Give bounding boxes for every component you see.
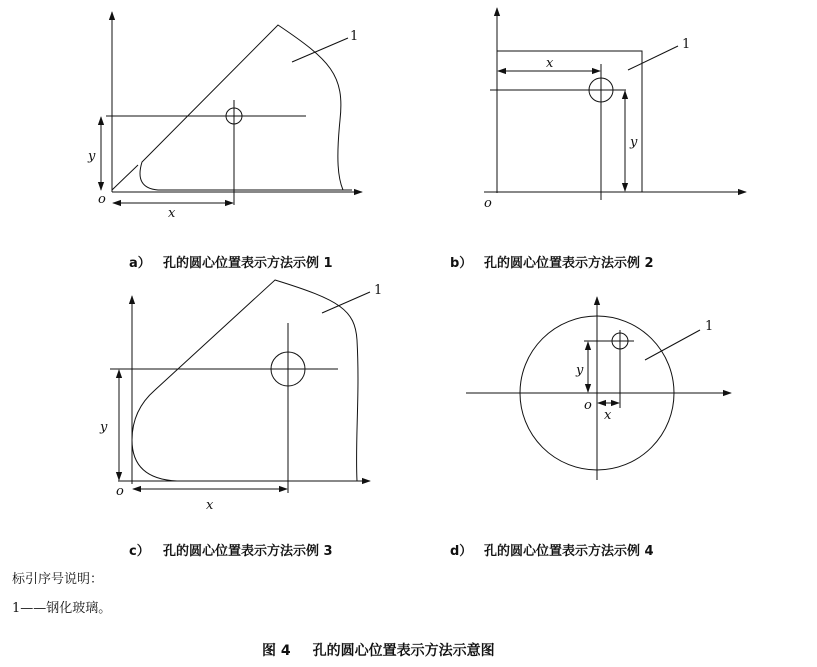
panel-b-origin-label: o bbox=[484, 196, 492, 211]
panel-c-leader-line bbox=[322, 292, 370, 313]
panel-c bbox=[110, 280, 370, 493]
panel-d bbox=[466, 297, 731, 480]
panel-b-x-label: x bbox=[546, 56, 554, 71]
panel-b-y-label: y bbox=[630, 135, 638, 150]
panel-a-chamfer-line bbox=[112, 165, 138, 190]
caption-a-letter: a） bbox=[129, 256, 151, 271]
caption-d bbox=[450, 540, 654, 559]
caption-c-letter: c） bbox=[129, 544, 150, 559]
caption-b-text: 孔的圆心位置表示方法示例 2 bbox=[484, 256, 654, 271]
panel-d-callout-label: 1 bbox=[705, 319, 714, 334]
panel-c-origin-label: o bbox=[116, 484, 124, 499]
caption-b-letter: b） bbox=[450, 256, 473, 271]
caption-a bbox=[129, 252, 333, 271]
panel-a-x-label: x bbox=[168, 206, 176, 221]
panel-b-leader-line bbox=[628, 46, 678, 70]
panel-a-callout-label: 1 bbox=[350, 29, 359, 44]
caption-c bbox=[129, 540, 333, 559]
figure-caption bbox=[262, 640, 495, 660]
panel-c-y-label: y bbox=[100, 420, 108, 435]
figure-number: 图 4 bbox=[262, 643, 291, 659]
panel-a-origin-label: o bbox=[98, 192, 106, 207]
panel-c-glass-outline bbox=[132, 280, 358, 481]
notes-heading: 标引序号说明： bbox=[12, 572, 104, 587]
figure-title: 孔的圆心位置表示方法示意图 bbox=[312, 643, 495, 659]
panel-d-x-label: x bbox=[604, 408, 612, 423]
notes-item: 1——钢化玻璃。 bbox=[12, 601, 112, 616]
panel-c-callout-label: 1 bbox=[374, 283, 383, 298]
panel-d-origin-label: o bbox=[584, 398, 592, 413]
caption-d-text: 孔的圆心位置表示方法示例 4 bbox=[484, 544, 654, 559]
panel-c-x-label: x bbox=[206, 498, 214, 513]
panel-a-leader-line bbox=[292, 38, 348, 62]
panel-a-y-label: y bbox=[88, 149, 96, 164]
panel-a bbox=[101, 12, 362, 205]
caption-c-text: 孔的圆心位置表示方法示例 3 bbox=[163, 544, 333, 559]
panel-d-leader-line bbox=[645, 330, 700, 360]
caption-a-text: 孔的圆心位置表示方法示例 1 bbox=[163, 256, 333, 271]
caption-d-letter: d） bbox=[450, 544, 473, 559]
panel-b-callout-label: 1 bbox=[682, 37, 691, 52]
panel-d-y-label: y bbox=[576, 363, 584, 378]
panel-b-glass-outline bbox=[497, 51, 642, 192]
caption-b bbox=[450, 252, 654, 271]
panel-b bbox=[484, 8, 746, 200]
